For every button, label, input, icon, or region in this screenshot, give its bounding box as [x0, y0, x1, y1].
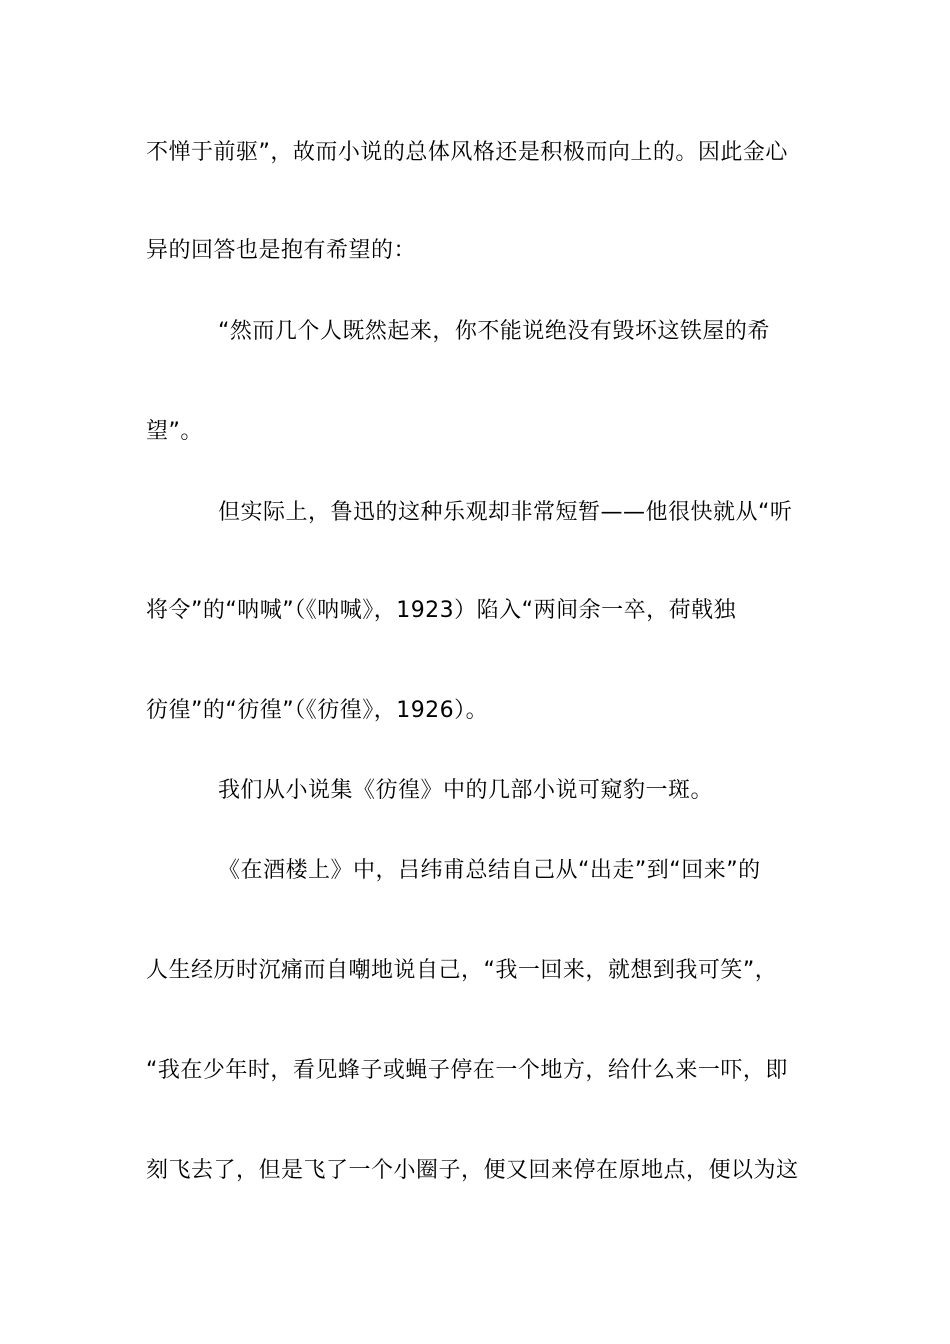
text-line: 不惮于前驱”，故而小说的总体风格还是积极而向上的。因此金心: [146, 140, 788, 165]
text-line: 《在酒楼上》中，吕纬甫总结自己从“出走”到“回来”的: [218, 858, 761, 883]
text-line: 望”。: [146, 419, 203, 444]
text-line: 但实际上，鲁迅的这种乐观却非常短暂——他很快就从“听: [218, 500, 793, 525]
text-line: 人生经历时沉痛而自嘲地说自己，“我一回来，就想到我可笑”，: [146, 958, 778, 983]
text-line: 异的回答也是抱有希望的：: [146, 238, 417, 263]
text-line: 将令”的“呐喊”（《呐喊》，1923）陷入“两间余一卒，荷戟独: [146, 598, 737, 623]
text-line: 刻飞去了，但是飞了一个小圈子，便又回来停在原地点，便以为这: [146, 1158, 799, 1183]
text-line: “我在少年时，看见蜂子或蝇子停在一个地方，给什么来一吓，即: [146, 1058, 788, 1083]
text-line: “然而几个人既然起来，你不能说绝没有毁坏这铁屋的希: [218, 319, 770, 344]
text-line: 彷徨”的“彷徨”（《彷徨》，1926）。: [146, 698, 489, 723]
text-line: 我们从小说集《彷徨》中的几部小说可窥豹一斑。: [218, 778, 714, 803]
